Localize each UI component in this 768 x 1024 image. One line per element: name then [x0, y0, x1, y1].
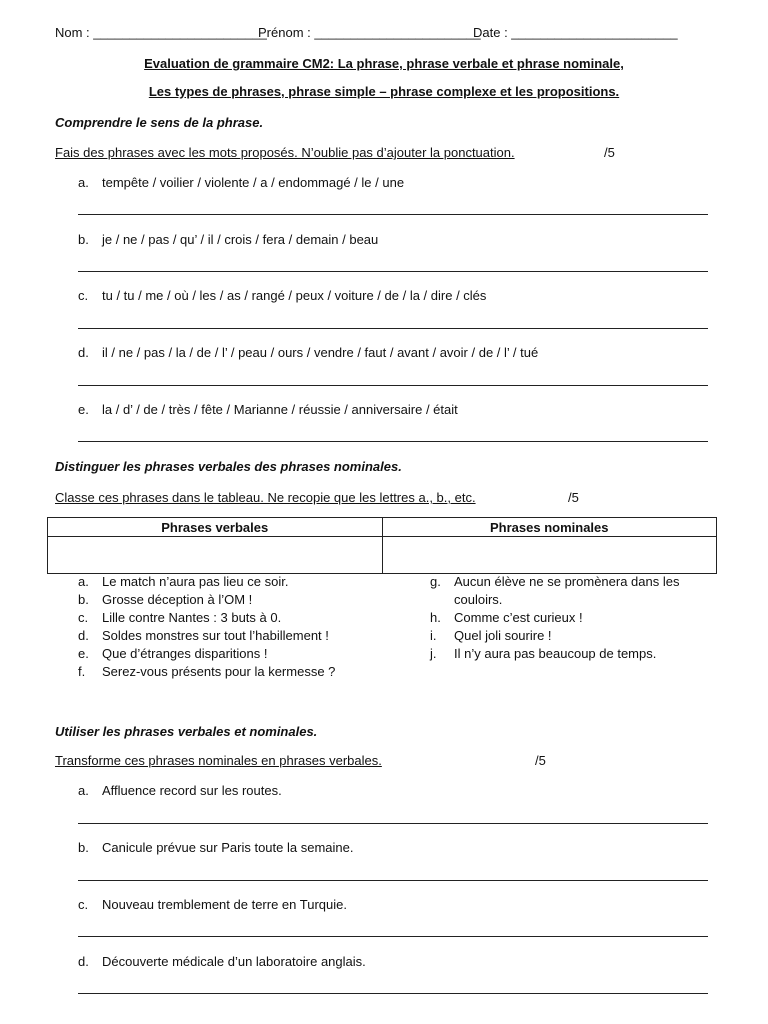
item-marker: d.	[78, 345, 89, 360]
section2-instruction: Classe ces phrases dans le tableau. Ne recopie que les lettres a., b., etc.	[55, 490, 476, 505]
item-marker: b.	[78, 840, 89, 855]
section2-score: /5	[568, 490, 579, 505]
item-text: Comme c’est curieux !	[454, 610, 583, 625]
section1-instruction: Fais des phrases avec les mots proposés. N’oublie pas d’ajouter la ponctuation.	[55, 145, 515, 160]
item-marker: a.	[78, 175, 89, 190]
list-item	[78, 646, 267, 661]
item-marker: c.	[78, 288, 89, 303]
item-text: Canicule prévue sur Paris toute la semaine.	[102, 840, 354, 855]
item-marker: d.	[78, 954, 89, 969]
answer-line[interactable]	[78, 993, 708, 994]
item-marker: f.	[78, 664, 86, 679]
list-item	[78, 402, 458, 417]
item-text: la / d’ / de / très / fête / Marianne / réussie / anniversaire / était	[102, 402, 458, 417]
answer-line[interactable]	[78, 936, 708, 937]
item-text: Aucun élève ne se promènera dans les	[454, 574, 680, 589]
section1-score: /5	[604, 145, 615, 160]
answer-line[interactable]	[78, 880, 708, 881]
item-text: Il n’y aura pas beaucoup de temps.	[454, 646, 657, 661]
section3-score: /5	[535, 753, 546, 768]
item-text: Que d’étranges disparitions !	[102, 646, 268, 661]
item-marker: c.	[78, 897, 89, 912]
section2-heading: Distinguer les phrases verbales des phrases nominales.	[55, 459, 402, 474]
answer-line[interactable]	[78, 385, 708, 386]
list-item	[78, 610, 281, 625]
item-text: Quel joli sourire !	[454, 628, 552, 643]
answer-line[interactable]	[78, 214, 708, 215]
section3-heading: Utiliser les phrases verbales et nominales.	[55, 724, 318, 739]
title-line-1: Evaluation de grammaire CM2: La phrase, phrase verbale et phrase nominale,	[144, 56, 624, 71]
item-text: Le match n’aura pas lieu ce soir.	[102, 574, 289, 589]
classification-table	[47, 517, 717, 574]
item-text: je / ne / pas / qu’ / il / crois / fera / demain / beau	[102, 232, 379, 247]
list-item	[78, 175, 404, 190]
item-marker: c.	[78, 610, 89, 625]
item-text: Serez-vous présents pour la kermesse ?	[102, 664, 336, 679]
section3-instruction: Transforme ces phrases nominales en phrases verbales.	[55, 753, 382, 768]
answer-line[interactable]	[78, 328, 708, 329]
item-text: Grosse déception à l’OM !	[102, 592, 253, 607]
answer-line[interactable]	[78, 271, 708, 272]
item-marker: a.	[78, 574, 89, 589]
item-text: tempête / voilier / violente / a / endommagé / le / une	[102, 175, 405, 190]
item-marker: d.	[78, 628, 89, 643]
item-marker: j.	[430, 646, 437, 661]
list-item	[78, 954, 366, 969]
section1-heading: Comprendre le sens de la phrase.	[55, 115, 264, 130]
list-item	[430, 610, 583, 625]
item-text: tu / tu / me / où / les / as / rangé / peux / voiture / de / la / dire / clés	[102, 288, 487, 303]
item-marker: e.	[78, 402, 89, 417]
item-marker: i.	[430, 628, 437, 643]
firstname-field-label[interactable]: Prénom : _______________________	[258, 25, 481, 40]
list-item	[78, 232, 378, 247]
list-item-continuation: couloirs.	[454, 592, 503, 607]
item-text: Lille contre Nantes : 3 buts à 0.	[102, 610, 282, 625]
header-nominal: Phrases nominales	[382, 518, 717, 537]
list-item	[430, 646, 656, 661]
list-item	[78, 840, 353, 855]
item-marker: g.	[430, 574, 441, 589]
header-verbal: Phrases verbales	[48, 518, 383, 537]
item-text: il / ne / pas / la / de / l’ / peau / ours / vendre / faut / avant / avoir / de / l’ / tué	[102, 345, 539, 360]
list-item	[78, 897, 347, 912]
list-item	[430, 628, 552, 643]
item-marker: h.	[430, 610, 441, 625]
item-text: Nouveau tremblement de terre en Turquie.	[102, 897, 347, 912]
answer-line[interactable]	[78, 823, 708, 824]
answer-cell-verbal[interactable]	[48, 537, 383, 574]
list-item	[78, 345, 538, 360]
answer-line[interactable]	[78, 441, 708, 442]
item-marker: e.	[78, 646, 89, 661]
date-field-label[interactable]: Date : _______________________	[473, 25, 678, 40]
list-item	[78, 592, 252, 607]
item-text: Découverte médicale d’un laboratoire anglais.	[102, 954, 366, 969]
item-marker: b.	[78, 232, 89, 247]
answer-cell-nominal[interactable]	[382, 537, 717, 574]
item-text: Affluence record sur les routes.	[102, 783, 282, 798]
list-item	[430, 574, 679, 589]
list-item	[78, 574, 288, 589]
title-line-2: Les types de phrases, phrase simple – phrase complexe et les propositions.	[148, 84, 620, 99]
list-item	[78, 664, 335, 679]
item-marker: b.	[78, 592, 89, 607]
name-field-label[interactable]: Nom : ________________________	[55, 25, 267, 40]
list-item	[78, 628, 329, 643]
list-item	[78, 288, 486, 303]
item-text: Soldes monstres sur tout l’habillement !	[102, 628, 329, 643]
item-marker: a.	[78, 783, 89, 798]
list-item	[78, 783, 282, 798]
